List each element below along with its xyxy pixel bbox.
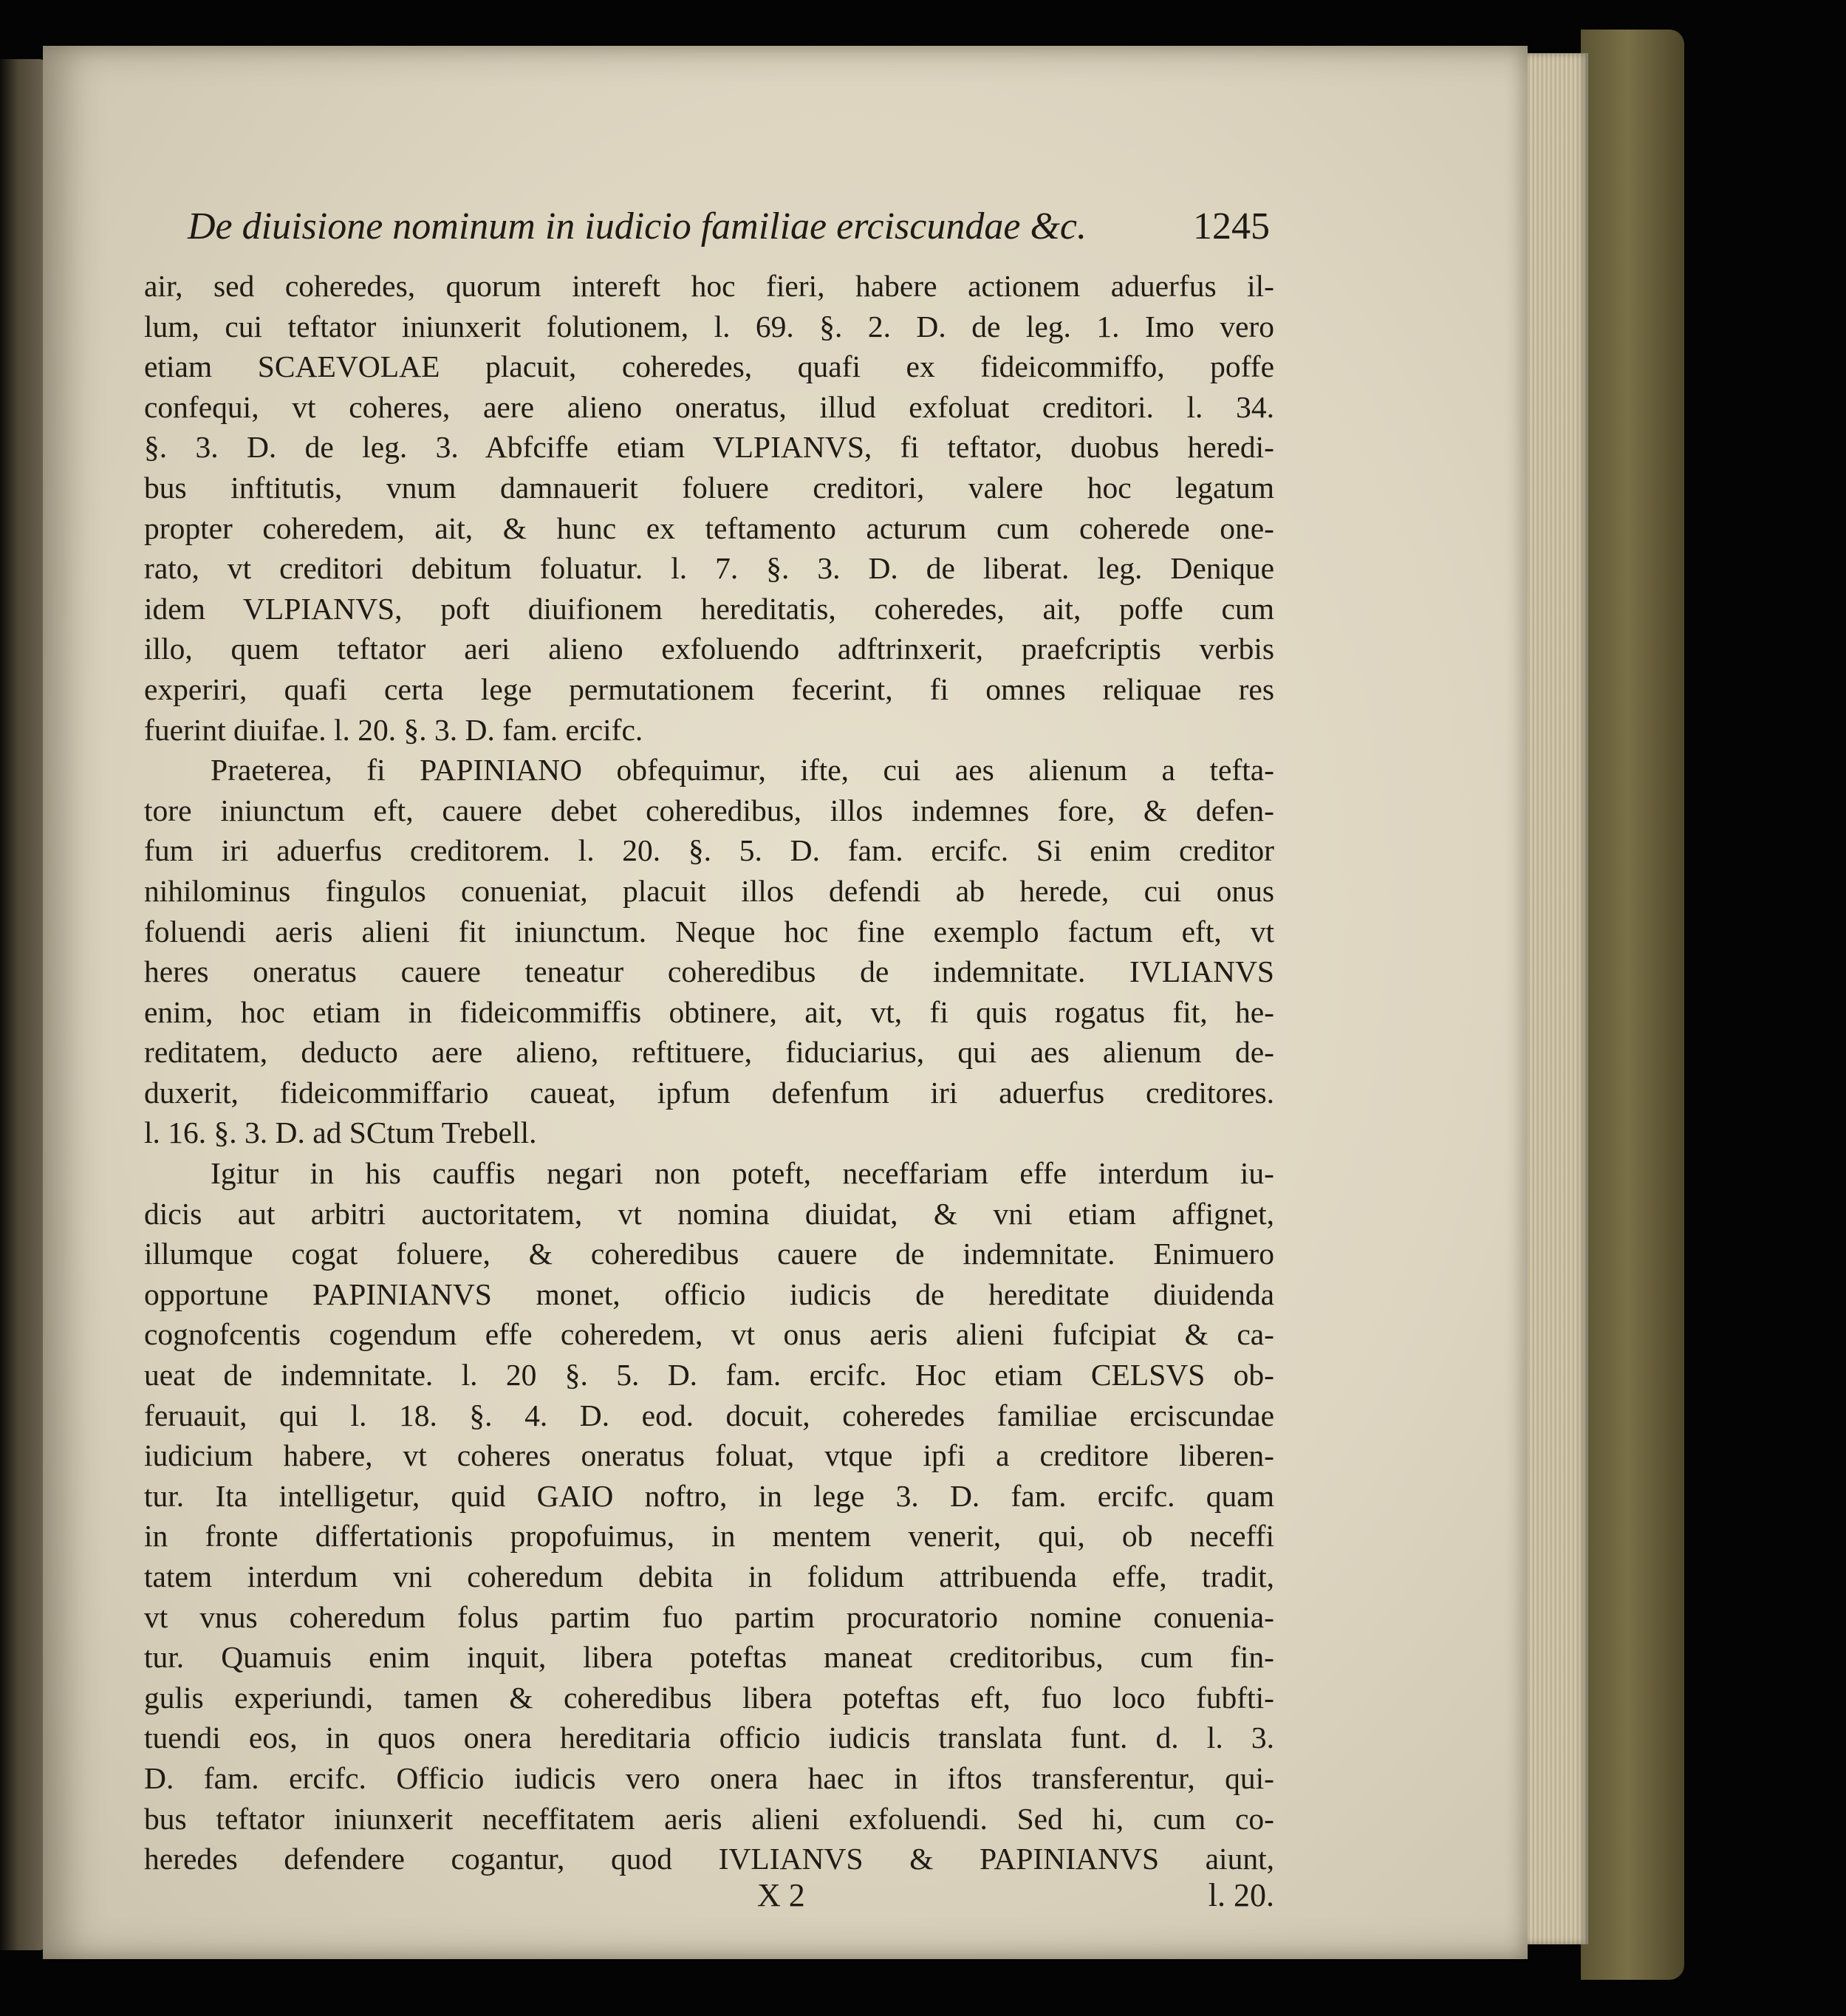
text-line: in fronte differtationis propofuimus, in mentem venerit, qui, ob neceffi	[144, 1519, 1274, 1554]
body-text	[144, 266, 1274, 1879]
text-line: experiri, quafi certa lege permutationem fecerint, fi omnes reliquae res	[144, 672, 1274, 706]
text-line: iudicium habere, vt coheres oneratus foluat, vtque ipfi a creditore liberen-	[144, 1438, 1274, 1473]
text-line: §. 3. D. de leg. 3. Abfciffe etiam VLPIANVS, fi teftator, duobus heredi-	[144, 430, 1274, 465]
text-line: propter coheredem, ait, & hunc ex teftamento acturum cum coherede one-	[144, 510, 1274, 545]
text-line: illumque cogat foluere, & coheredibus cauere de indemnitate. Enimuero	[144, 1237, 1274, 1271]
text-line: feruauit, qui l. 18. §. 4. D. eod. docuit, coheredes familiae erciscundae	[144, 1398, 1274, 1432]
text-line: confequi, vt coheres, aere alieno oneratus, illud exfoluat creditori. l. 34.	[144, 389, 1274, 424]
text-line: air, sed coheredes, quorum intereft hoc fieri, habere actionem aduerfus il-	[144, 269, 1274, 303]
text-line: bus teftator iniunxerit neceffitatem aeris alieni exfoluendi. Sed hi, cum co-	[144, 1801, 1274, 1836]
text-line: dicis aut arbitri auctoritatem, vt nomina diuidat, & vni etiam affignet,	[144, 1196, 1274, 1231]
previous-page-edge	[0, 59, 44, 1950]
text-line: duxerit, fideicommiffario caueat, ipfum defenfum iri aduerfus creditores.	[144, 1075, 1274, 1110]
text-line: tuendi eos, in quos onera hereditaria officio iudicis translata funt. d. l. 3.	[144, 1721, 1274, 1755]
catchword: l. 20.	[1208, 1877, 1274, 1913]
text-line: lum, cui teftator iniunxerit folutionem, l. 69. §. 2. D. de leg. 1. Imo vero	[144, 309, 1274, 344]
page-footer	[144, 1876, 1274, 1921]
text-line: tur. Quamuis enim inquit, libera poteftas maneat creditoribus, cum fin-	[144, 1640, 1274, 1675]
text-line: etiam SCAEVOLAE placuit, coheredes, quafi ex fideicommiffo, poffe	[144, 349, 1274, 384]
text-line: heres oneratus cauere teneatur coheredibus de indemnitate. IVLIANVS	[144, 954, 1274, 989]
text-line: tatem interdum vni coheredum debita in folidum attribuenda effe, tradit,	[144, 1559, 1274, 1593]
page-block-edge	[1522, 53, 1588, 1944]
text-line: l. 16. §. 3. D. ad SCtum Trebell.	[144, 1115, 537, 1150]
text-line: foluendi aeris alieni fit iniunctum. Neque hoc fine exemplo factum eft, vt	[144, 914, 1274, 949]
text-line: Igitur in his cauffis negari non poteft, neceffariam effe interdum iu-	[211, 1156, 1274, 1191]
text-line: illo, quem teftator aeri alieno exfoluendo adftrinxerit, praefcriptis verbis	[144, 632, 1274, 666]
text-line: opportune PAPINIANVS monet, officio iudicis de hereditate diuidenda	[144, 1277, 1274, 1311]
book-cover-edge	[1581, 30, 1684, 1980]
text-line: cognofcentis cogendum effe coheredem, vt onus aeris alieni fufcipiat & ca-	[144, 1317, 1274, 1352]
book-page	[43, 46, 1528, 1959]
text-line: fum iri aduerfus creditorem. l. 20. §. 5. D. fam. ercifc. Si enim creditor	[144, 833, 1274, 868]
text-line: enim, hoc etiam in fideicommiffis obtinere, ait, vt, fi quis rogatus fit, he-	[144, 994, 1274, 1029]
text-line: fuerint diuifae. l. 20. §. 3. D. fam. ercifc.	[144, 712, 643, 747]
text-line: bus inftitutis, vnum damnauerit foluere creditori, valere hoc legatum	[144, 470, 1274, 505]
text-line: tur. Ita intelligetur, quid GAIO noftro, in lege 3. D. fam. ercifc. quam	[144, 1478, 1274, 1513]
text-line: reditatem, deducto aere alieno, reftituere, fiduciarius, qui aes alienum de-	[144, 1035, 1274, 1070]
page-number: 1245	[1193, 205, 1270, 247]
text-line: nihilominus fingulos conueniat, placuit illos defendi ab herede, cui onus	[144, 873, 1274, 908]
text-line: tore iniunctum eft, cauere debet coheredibus, illos indemnes fore, & defen-	[144, 793, 1274, 827]
running-title: De diuisione nominum in iudicio familiae erciscundae &c.	[188, 205, 1087, 247]
text-line: vt vnus coheredum folus partim fuo partim procuratorio nomine conuenia-	[144, 1599, 1274, 1634]
text-line: ueat de indemnitate. l. 20 §. 5. D. fam. ercifc. Hoc etiam CELSVS ob-	[144, 1358, 1274, 1393]
signature-mark: X 2	[757, 1877, 805, 1913]
text-line: D. fam. ercifc. Officio iudicis vero onera haec in iftos transferentur, qui-	[144, 1760, 1274, 1795]
text-line: rato, vt creditori debitum foluatur. l. 7. §. 3. D. de liberat. leg. Denique	[144, 551, 1274, 586]
running-header	[188, 205, 1270, 264]
text-line: idem VLPIANVS, poft diuifionem hereditatis, coheredes, ait, poffe cum	[144, 591, 1274, 626]
text-line: heredes defendere cogantur, quod IVLIANVS & PAPINIANVS aiunt,	[144, 1842, 1274, 1876]
text-line: gulis experiundi, tamen & coheredibus libera poteftas eft, fuo loco fubfti-	[144, 1680, 1274, 1715]
text-line: Praeterea, fi PAPINIANO obfequimur, ifte, cui aes alienum a tefta-	[211, 753, 1274, 787]
